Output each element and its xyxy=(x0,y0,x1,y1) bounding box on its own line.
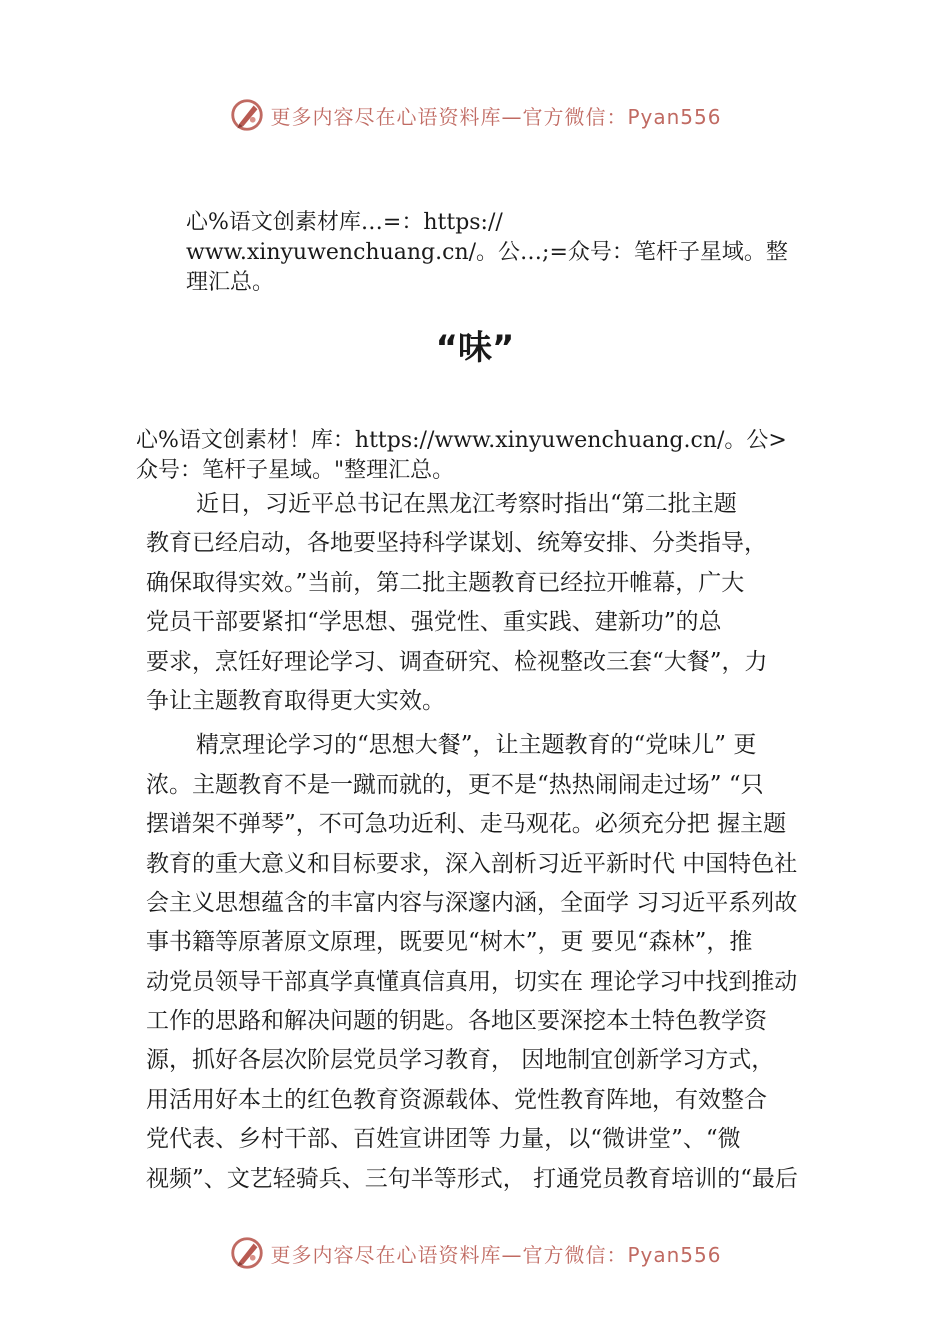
paragraph-line: 要求，烹饪好理论学习、调查研究、检视整改三套“大餐”，力 xyxy=(146,648,768,675)
banner-text: 更多内容尽在心语资料库—官方微信：Pyan556 xyxy=(270,1242,722,1267)
footer-banner xyxy=(0,1233,950,1273)
banner-text: 更多内容尽在心语资料库—官方微信：Pyan556 xyxy=(270,104,722,129)
paragraph-line: 教育已经启动，各地要坚持科学谋划、统筹安排、分类指导， xyxy=(146,530,767,557)
source-note xyxy=(186,208,836,298)
paragraph-line: 党员干部要紧扣“学思想、强党性、重实践、建新功”的总 xyxy=(146,609,722,636)
paragraph-line: 确保取得实效。”当前，第二批主题教育已经拉开帷幕，广大 xyxy=(146,569,745,596)
source-line xyxy=(136,426,836,486)
paragraph-line: 事书籍等原著原文原理，既要见“树木”，更 要见“森林”，推 xyxy=(146,929,753,956)
paragraph-line: 会主义思想蕴含的丰富内容与深邃内涵，全面学 习习近平系列故 xyxy=(146,889,798,916)
source-note-line: www.xinyuwenchuang.cn/。公…;=众号：笔杆子星域。整 xyxy=(186,240,788,265)
paragraph-line: 摆谱架不弹琴”，不可急功近利、走马观花。必须充分把 握主题 xyxy=(146,811,787,838)
paragraph-line: 视频”、文艺轻骑兵、三句半等形式， 打通党员教育培训的“最后 xyxy=(146,1165,798,1192)
paragraph-line: 用活用好本土的红色教育资源载体、党性教育阵地，有效整合 xyxy=(146,1086,767,1113)
source-line-text: 众号：笔杆子星域。"整理汇总。 xyxy=(136,458,455,483)
source-note-line: 心%语文创素材库…=：https:// xyxy=(186,210,503,235)
paragraph-line: 动党员领导干部真学真懂真信真用，切实在 理论学习中找到推动 xyxy=(146,968,798,995)
source-line-text: 心%语文创素材！库：https://www.xinyuwenchuang.cn/。公> xyxy=(136,428,787,453)
paragraph-line: 争让主题教育取得更大实效。 xyxy=(146,687,445,714)
paragraph-line: 党代表、乡村干部、百姓宣讲团等 力量，以“微讲堂”、“微 xyxy=(146,1126,741,1153)
source-note-line: 理汇总。 xyxy=(186,270,275,295)
paragraph xyxy=(146,726,836,1199)
paragraph xyxy=(146,485,836,721)
paragraph-line: 工作的思路和解决问题的钥匙。各地区要深挖本土特色教学资 xyxy=(146,1008,767,1035)
paragraph-line: 教育的重大意义和目标要求，深入剖析习近平新时代 中国特色社 xyxy=(146,850,798,877)
header-banner xyxy=(0,95,950,135)
article-body xyxy=(146,485,836,1199)
pen-nib-logo-icon xyxy=(228,96,266,134)
pen-nib-logo-icon xyxy=(228,1234,266,1272)
paragraph-line: 浓。主题教育不是一蹴而就的，更不是“热热闹闹走过场” “只 xyxy=(146,771,764,798)
paragraph-line: 近日，习近平总书记在黑龙江考察时指出“第二批主题 xyxy=(196,491,737,517)
document-title: “味” xyxy=(435,328,515,368)
paragraph-line: 精烹理论学习的“思想大餐”，让主题教育的“党味儿” 更 xyxy=(196,732,757,759)
paragraph-line: 源，抓好各层次阶层党员学习教育， 因地制宜创新学习方式， xyxy=(146,1047,775,1074)
